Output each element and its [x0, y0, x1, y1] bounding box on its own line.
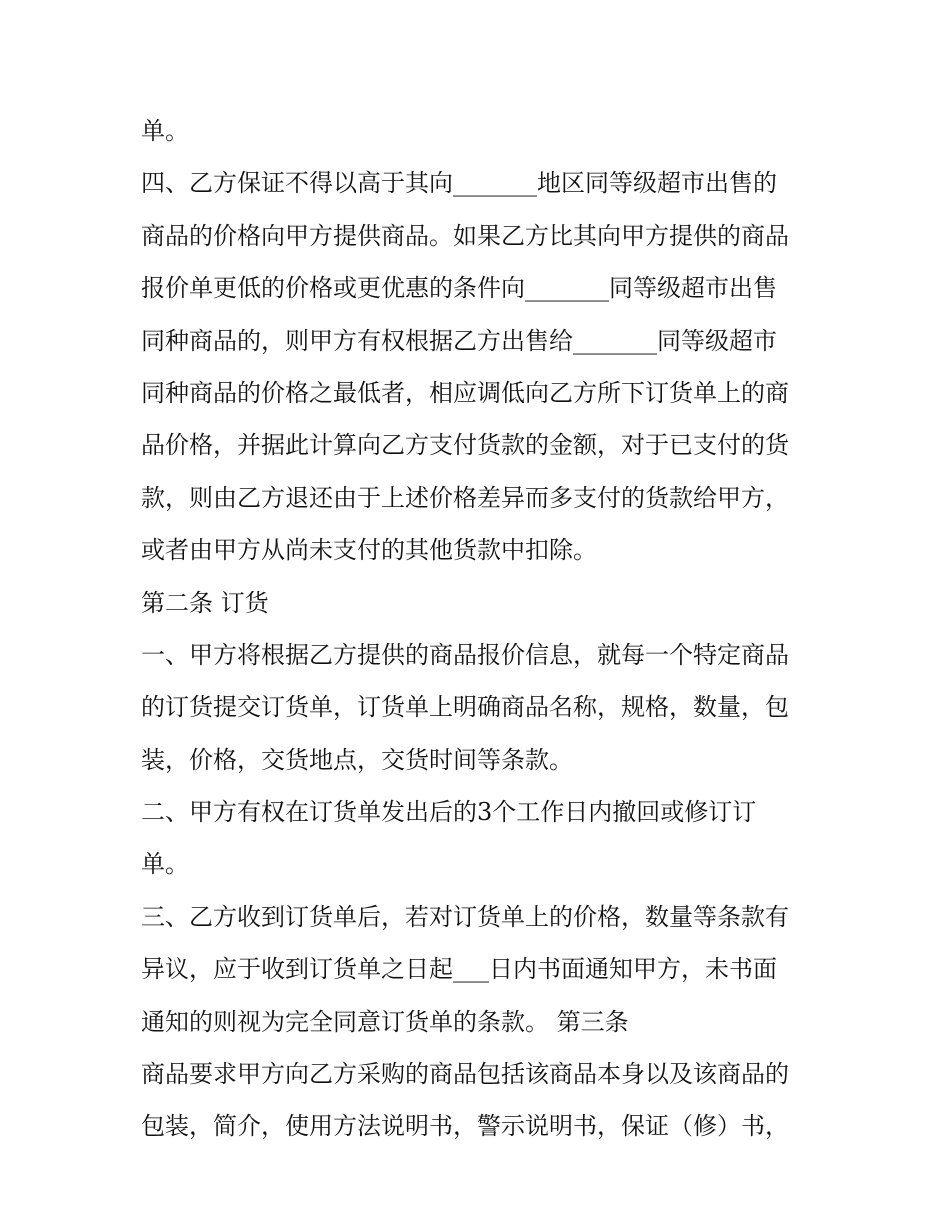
text-line: 二、甲方有权在订货单发出后的3个工作日内撤回或修订订 [141, 798, 757, 827]
text-line: 商品的价格向甲方提供商品。如果乙方比其向甲方提供的商品 [141, 221, 789, 250]
text-line: 三、乙方收到订货单后，若对订货单上的价格，数量等条款有 [141, 902, 789, 931]
document-text-body [141, 105, 841, 1153]
text-line: 装，价格，交货地点，交货时间等条款。 [141, 745, 573, 774]
text-line: 单。 [141, 850, 189, 879]
text-line: 报价单更低的价格或更优惠的条件向_______同等级超市出售 [141, 274, 777, 303]
text-line: 通知的则视为完全同意订货单的条款。 第三条 [141, 1007, 629, 1036]
text-line: 包装，简介，使用方法说明书，警示说明书，保证（修）书， [141, 1112, 789, 1141]
text-line: 一、甲方将根据乙方提供的商品报价信息，就每一个特定商品 [141, 640, 789, 669]
text-line: 四、乙方保证不得以高于其向_______地区同等级超市出售的 [141, 169, 777, 198]
text-line: 单。 [141, 117, 189, 145]
text-line: 品价格，并据此计算向乙方支付货款的金额，对于已支付的货 [141, 431, 789, 460]
text-line: 同种商品的价格之最低者，相应调低向乙方所下订货单上的商 [141, 378, 789, 407]
text-line: 同种商品的，则甲方有权根据乙方出售给_______同等级超市 [141, 326, 777, 355]
text-line: 商品要求甲方向乙方采购的商品包括该商品本身以及该商品的 [141, 1060, 789, 1089]
section-heading: 第二条 订货 [141, 588, 269, 617]
text-line: 款，则由乙方退还由于上述价格差异而多支付的货款给甲方， [141, 483, 789, 512]
text-line: 的订货提交订货单，订货单上明确商品名称，规格，数量，包 [141, 693, 789, 722]
text-line: 或者由甲方从尚未支付的其他货款中扣除。 [141, 536, 597, 565]
text-line: 异议，应于收到订货单之日起___日内书面通知甲方，未书面 [141, 955, 777, 984]
